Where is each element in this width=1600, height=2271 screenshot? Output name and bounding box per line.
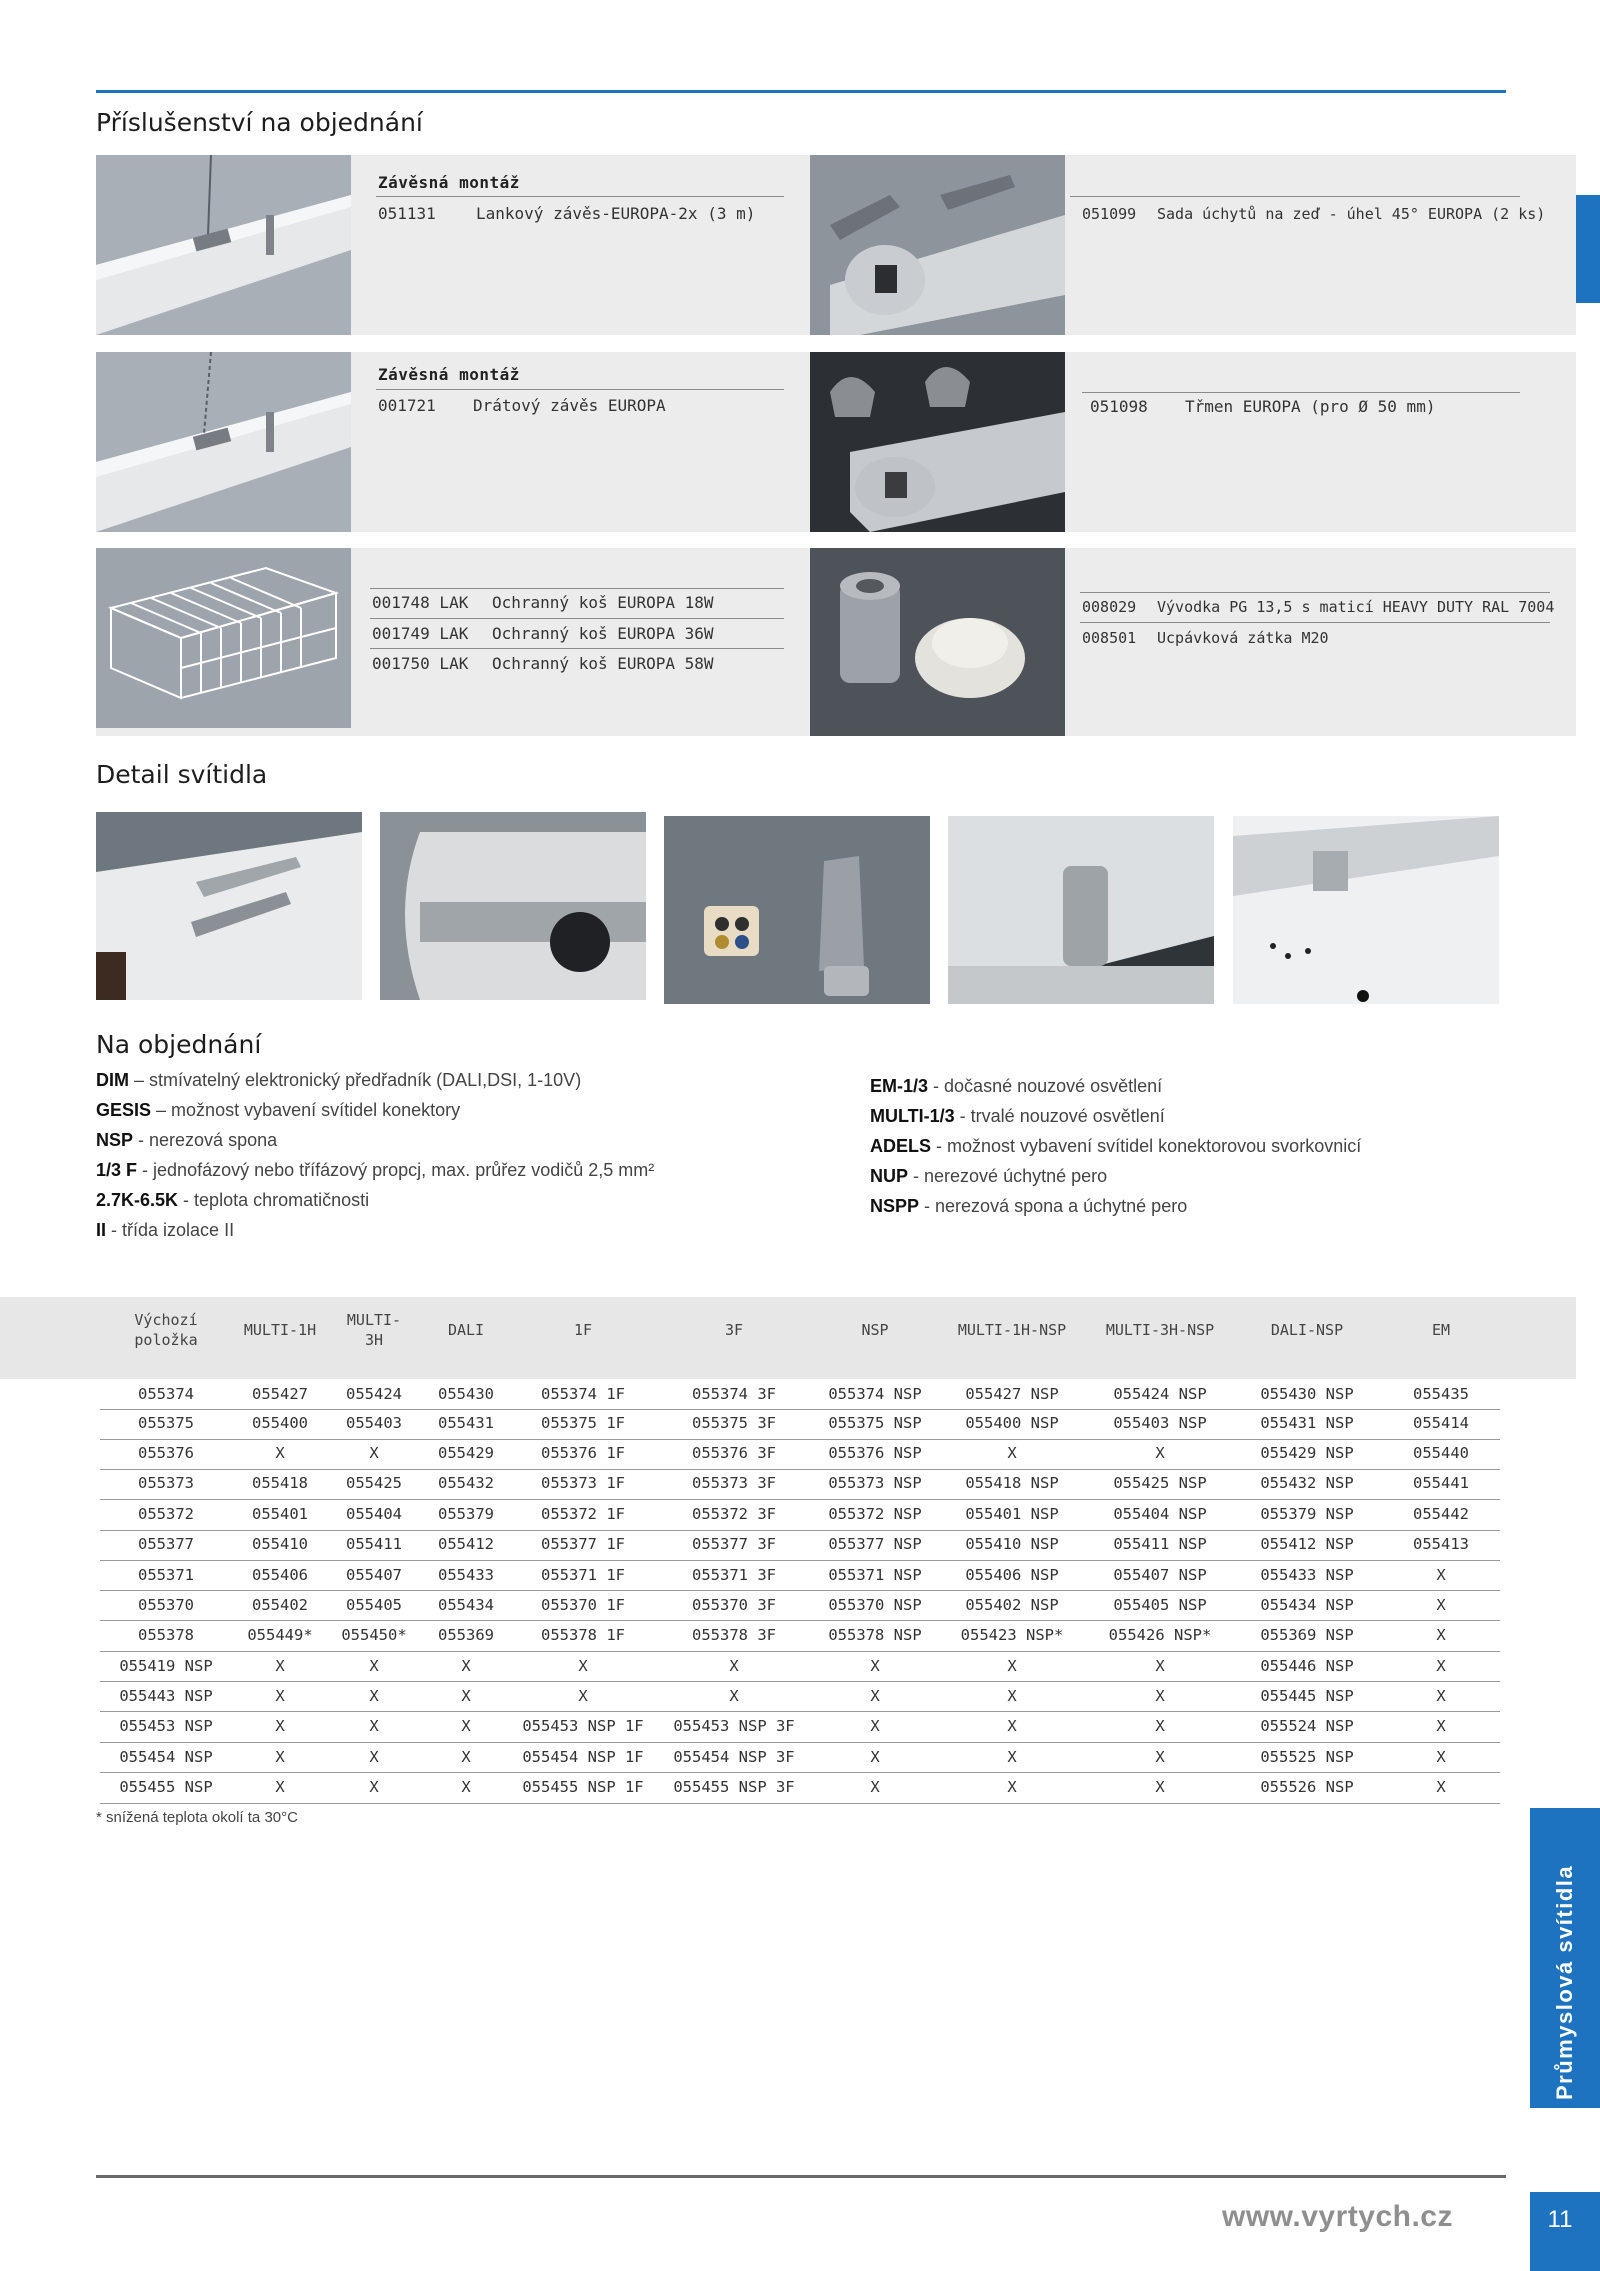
table-cell: 055440 [1413, 1444, 1469, 1462]
legend-term: 1/3 F [96, 1160, 138, 1180]
table-header-line: 3F [724, 1321, 744, 1339]
table-cell: 055455 NSP 1F [522, 1778, 644, 1796]
detail-photo-clip [96, 812, 362, 1000]
legend-sep: - [106, 1220, 123, 1240]
table-cell: 055441 [1413, 1474, 1469, 1492]
table-cell: 055434 [438, 1596, 494, 1614]
table-cell: 055405 NSP [1113, 1596, 1207, 1614]
accessory-a5-rule [370, 588, 784, 589]
table-header-cell [659, 1320, 809, 1340]
table-cell: 055432 [438, 1474, 494, 1492]
legend-sep: – [151, 1100, 172, 1120]
table-row-rule [100, 1681, 1500, 1682]
table-cell: 055373 NSP [828, 1474, 922, 1492]
accessory-code: 001749 LAK [372, 624, 469, 643]
accessory-a4-rule [1082, 392, 1520, 393]
table-cell: 055369 [438, 1626, 494, 1644]
table-cell: 055424 [346, 1385, 402, 1403]
top-rule [96, 90, 1506, 93]
table-cell: 055371 NSP [828, 1566, 922, 1584]
table-cell: 055400 NSP [965, 1414, 1059, 1432]
accessory-a5-line-3 [372, 654, 714, 673]
table-cell: 055370 1F [541, 1596, 625, 1614]
table-header-cell [1366, 1320, 1516, 1340]
table-cell: X [1007, 1444, 1017, 1462]
table-cell: 055370 3F [692, 1596, 776, 1614]
table-cell: X [1007, 1778, 1017, 1796]
table-cell: 055369 NSP [1260, 1626, 1354, 1644]
table-cell: 055434 NSP [1260, 1596, 1354, 1614]
table-header-line: 1F [573, 1321, 593, 1339]
legend-term: II [96, 1220, 107, 1240]
cable-suspension-photo [96, 155, 351, 335]
legend-item [870, 1131, 1510, 1161]
table-row-base-item: 055419 NSP [119, 1657, 213, 1675]
table-row-rule [100, 1439, 1500, 1440]
table-row-rule [100, 1711, 1500, 1712]
table-cell: X [275, 1778, 285, 1796]
table-row-base-item: 055370 [138, 1596, 194, 1614]
side-label: Průmyslová svítidla [1552, 1864, 1577, 2100]
accessory-a5-line-1 [372, 593, 714, 612]
table-cell: 055372 3F [692, 1505, 776, 1523]
table-cell: X [870, 1687, 880, 1705]
table-row-base-item: 055372 [138, 1505, 194, 1523]
table-cell: 055376 1F [541, 1444, 625, 1462]
legend-right [870, 1071, 1510, 1221]
accessory-a6-line-1 [1082, 598, 1554, 616]
website-link[interactable]: www.vyrtych.cz [1222, 2200, 1453, 2233]
table-cell: 055402 NSP [965, 1596, 1059, 1614]
table-cell: 055445 NSP [1260, 1687, 1354, 1705]
table-cell: 055425 NSP [1113, 1474, 1207, 1492]
table-cell: 055373 1F [541, 1474, 625, 1492]
table-cell: X [729, 1687, 739, 1705]
table-cell: 055525 NSP [1260, 1748, 1354, 1766]
table-row-rule [100, 1499, 1500, 1500]
table-cell: X [1436, 1748, 1446, 1766]
table-cell: X [369, 1717, 379, 1735]
table-cell: X [1436, 1626, 1446, 1644]
protective-basket-photo [96, 548, 351, 728]
table-cell: X [1436, 1717, 1446, 1735]
legend-term: 2.7K-6.5K [96, 1190, 179, 1210]
legend-sep: - [178, 1190, 195, 1210]
table-cell: 055378 NSP [828, 1626, 922, 1644]
table-row-rule [100, 1742, 1500, 1743]
legend-term: ADELS [870, 1136, 932, 1156]
legend-left [96, 1065, 856, 1245]
table-cell: 055371 3F [692, 1566, 776, 1584]
accessory-code: 008501 [1082, 629, 1137, 647]
table-cell: X [1155, 1657, 1165, 1675]
table-cell: 055406 [252, 1566, 308, 1584]
table-cell: 055430 NSP [1260, 1385, 1354, 1403]
cable-gland-photo [810, 548, 1065, 736]
accessory-desc: Ochranný koš EUROPA 58W [492, 654, 714, 673]
table-cell: 055429 NSP [1260, 1444, 1354, 1462]
table-cell: X [275, 1657, 285, 1675]
table-row-rule [100, 1590, 1500, 1591]
table-cell: 055426 NSP* [1108, 1626, 1212, 1644]
table-row-base-item: 055453 NSP [119, 1717, 213, 1735]
table-cell: X [578, 1687, 588, 1705]
table-row-base-item: 055443 NSP [119, 1687, 213, 1705]
accessory-a6-rule [1080, 622, 1550, 623]
legend-sep: - [919, 1196, 936, 1216]
table-header-cell [1232, 1320, 1382, 1340]
legend-text: nerezová spona [149, 1130, 278, 1150]
table-cell: 055413 [1413, 1535, 1469, 1553]
accessory-a2-line [1082, 205, 1545, 223]
table-footnote: * snížená teplota okolí ta 30°C [96, 1809, 298, 1826]
detail-photo-interior [1233, 816, 1499, 1004]
table-row-rule [100, 1651, 1500, 1652]
table-cell: 055372 1F [541, 1505, 625, 1523]
table-row-base-item: 055371 [138, 1566, 194, 1584]
table-cell: 055379 [438, 1505, 494, 1523]
legend-term: NUP [870, 1166, 909, 1186]
table-cell: 055378 3F [692, 1626, 776, 1644]
legend-item [870, 1101, 1510, 1131]
table-cell: 055412 NSP [1260, 1535, 1354, 1553]
table-cell: 055403 NSP [1113, 1414, 1207, 1432]
accessory-desc: Ochranný koš EUROPA 36W [492, 624, 714, 643]
table-header-line: DALI-NSP [1270, 1321, 1344, 1339]
table-cell: 055375 3F [692, 1414, 776, 1432]
table-cell: 055376 NSP [828, 1444, 922, 1462]
legend-text: možnost vybavení svítidel konektorovou svorkovnicí [947, 1136, 1362, 1156]
table-cell: 055410 NSP [965, 1535, 1059, 1553]
accessory-desc: Ucpávková zátka M20 [1157, 629, 1329, 647]
table-cell: 055427 NSP [965, 1385, 1059, 1403]
table-header-line: MULTI-3H-NSP [1105, 1321, 1215, 1339]
table-row-base-item: 055454 NSP [119, 1748, 213, 1766]
table-cell: 055412 [438, 1535, 494, 1553]
table-cell: X [1436, 1657, 1446, 1675]
accessory-code: 001748 LAK [372, 593, 469, 612]
table-cell: 055379 NSP [1260, 1505, 1354, 1523]
table-cell: 055446 NSP [1260, 1657, 1354, 1675]
table-cell: 055406 NSP [965, 1566, 1059, 1584]
table-cell: 055432 NSP [1260, 1474, 1354, 1492]
table-cell: 055410 [252, 1535, 308, 1553]
table-cell: X [1155, 1444, 1165, 1462]
table-cell: 055429 [438, 1444, 494, 1462]
table-cell: 055524 NSP [1260, 1717, 1354, 1735]
table-cell: 055433 [438, 1566, 494, 1584]
table-cell: X [578, 1657, 588, 1675]
accessory-a2-rule [1070, 196, 1520, 197]
table-row-base-item: 055376 [138, 1444, 194, 1462]
accessory-desc: Třmen EUROPA (pro Ø 50 mm) [1185, 397, 1436, 416]
table-cell: 055418 NSP [965, 1474, 1059, 1492]
table-cell: 055370 NSP [828, 1596, 922, 1614]
legend-term: DIM [96, 1070, 129, 1090]
table-cell: X [1436, 1596, 1446, 1614]
legend-sep: - [133, 1130, 150, 1150]
table-cell: 055374 NSP [828, 1385, 922, 1403]
table-cell: 055372 NSP [828, 1505, 922, 1523]
table-row-base-item: 055375 [138, 1414, 194, 1432]
accessory-code: 008029 [1082, 598, 1137, 616]
table-cell: X [369, 1748, 379, 1766]
accessories-heading: Příslušenství na objednání [96, 108, 423, 137]
table-row-rule [100, 1530, 1500, 1531]
table-cell: X [870, 1717, 880, 1735]
accessory-desc: Ochranný koš EUROPA 18W [492, 593, 714, 612]
table-header-cell [508, 1320, 658, 1340]
table-row-rule [100, 1469, 1500, 1470]
accessory-desc: Vývodka PG 13,5 s maticí HEAVY DUTY RAL 7004 [1157, 598, 1555, 616]
accessory-desc: Drátový závěs EUROPA [473, 396, 666, 415]
legend-text: třída izolace II [122, 1220, 235, 1240]
table-cell: 055423 NSP* [960, 1626, 1064, 1644]
table-cell: 055418 [252, 1474, 308, 1492]
table-cell: 055453 NSP 3F [673, 1717, 795, 1735]
table-cell: 055377 3F [692, 1535, 776, 1553]
table-cell: 055430 [438, 1385, 494, 1403]
table-cell: 055526 NSP [1260, 1778, 1354, 1796]
table-cell: 055404 NSP [1113, 1505, 1207, 1523]
table-cell: X [1155, 1748, 1165, 1766]
table-cell: X [275, 1717, 285, 1735]
table-cell: X [1007, 1748, 1017, 1766]
legend-text: jednofázový nebo třífázový propcj, max. průřez vodičů 2,5 mm² [153, 1160, 655, 1180]
table-row-rule [100, 1620, 1500, 1621]
table-cell: X [729, 1657, 739, 1675]
table-cell: 055378 1F [541, 1626, 625, 1644]
table-cell: 055401 NSP [965, 1505, 1059, 1523]
accessory-a3-rule [376, 389, 784, 390]
table-header-cell [1085, 1320, 1235, 1340]
table-cell: 055373 3F [692, 1474, 776, 1492]
legend-item [96, 1065, 856, 1095]
table-cell: 055454 NSP 3F [673, 1748, 795, 1766]
table-cell: X [369, 1687, 379, 1705]
accessory-a1-title: Závěsná montáž [378, 173, 520, 192]
table-cell: 055431 [438, 1414, 494, 1432]
legend-item [870, 1071, 1510, 1101]
table-cell: 055402 [252, 1596, 308, 1614]
table-cell: 055425 [346, 1474, 402, 1492]
legend-item [96, 1125, 856, 1155]
table-cell: 055376 3F [692, 1444, 776, 1462]
legend-text: trvalé nouzové osvětlení [970, 1106, 1165, 1126]
table-cell: 055433 NSP [1260, 1566, 1354, 1584]
table-cell: 055377 NSP [828, 1535, 922, 1553]
table-cell: 055453 NSP 1F [522, 1717, 644, 1735]
accessory-code: 051099 [1082, 205, 1137, 223]
table-cell: 055374 3F [692, 1385, 776, 1403]
detail-photo-connector [380, 812, 646, 1000]
table-row-rule [100, 1560, 1500, 1561]
table-cell: X [1007, 1687, 1017, 1705]
table-cell: X [1155, 1717, 1165, 1735]
table-cell: 055414 [1413, 1414, 1469, 1432]
table-header-line: MULTI- [346, 1311, 402, 1329]
table-cell: X [1436, 1778, 1446, 1796]
legend-text: nerezová spona a úchytné pero [935, 1196, 1188, 1216]
legend-item [96, 1185, 856, 1215]
accessory-code: 051131 [378, 204, 436, 223]
table-cell: X [275, 1748, 285, 1766]
table-cell: 055403 [346, 1414, 402, 1432]
detail-photo-plug [664, 816, 930, 1004]
legend-text: teplota chromatičnosti [194, 1190, 370, 1210]
accessory-a1-line [378, 204, 755, 223]
legend-item [96, 1155, 856, 1185]
accessory-a1-rule [376, 196, 784, 197]
table-cell: 055375 1F [541, 1414, 625, 1432]
table-cell: 055375 NSP [828, 1414, 922, 1432]
table-row-base-item: 055377 [138, 1535, 194, 1553]
legend-term: NSPP [870, 1196, 920, 1216]
table-cell: X [461, 1748, 471, 1766]
legend-sep: - [908, 1166, 925, 1186]
table-cell: X [461, 1687, 471, 1705]
table-header-line: EM [1431, 1321, 1451, 1339]
accessory-a5-line-2 [372, 624, 714, 643]
detail-photo-latch [948, 816, 1214, 1004]
accessory-code: 051098 [1090, 397, 1148, 416]
table-cell: 055411 [346, 1535, 402, 1553]
accessory-a6-rule [1080, 592, 1550, 593]
legend-sep: - [928, 1076, 945, 1096]
legend-text: možnost vybavení svítidel konektory [171, 1100, 461, 1120]
table-cell: X [1007, 1657, 1017, 1675]
order-heading: Na objednání [96, 1030, 262, 1059]
table-cell: 055442 [1413, 1505, 1469, 1523]
table-cell: 055431 NSP [1260, 1414, 1354, 1432]
legend-text: dočasné nouzové osvětlení [944, 1076, 1163, 1096]
table-cell: 055377 1F [541, 1535, 625, 1553]
accessory-code: 001750 LAK [372, 654, 469, 673]
table-header-line: Výchozí [134, 1311, 198, 1329]
legend-term: GESIS [96, 1100, 152, 1120]
table-cell: X [870, 1657, 880, 1675]
table-header-line: MULTI-1H-NSP [957, 1321, 1067, 1339]
table-cell: X [1436, 1687, 1446, 1705]
table-cell: X [1007, 1717, 1017, 1735]
page-number: 11 [1547, 2206, 1573, 2233]
accessory-a5-rule [370, 618, 784, 619]
table-cell: 055427 [252, 1385, 308, 1403]
legend-sep: – [129, 1070, 150, 1090]
legend-term: EM-1/3 [870, 1076, 929, 1096]
accessory-a4-line [1090, 397, 1435, 416]
table-row-rule [100, 1772, 1500, 1773]
table-cell: X [870, 1748, 880, 1766]
detail-heading: Detail svítidla [96, 760, 268, 789]
legend-text: nerezové úchytné pero [924, 1166, 1108, 1186]
table-cell: X [461, 1778, 471, 1796]
legend-sep: - [931, 1136, 948, 1156]
legend-sep: - [954, 1106, 971, 1126]
table-row-base-item: 055378 [138, 1626, 194, 1644]
table-header-line: 3H [364, 1331, 384, 1349]
accessory-desc: Sada úchytů na zeď - úhel 45° EUROPA (2 ks) [1157, 205, 1546, 223]
table-header-cell [800, 1320, 950, 1340]
legend-item [870, 1191, 1510, 1221]
table-cell: X [1436, 1566, 1446, 1584]
table-cell: 055407 [346, 1566, 402, 1584]
table-cell: X [275, 1444, 285, 1462]
legend-item [96, 1215, 856, 1245]
table-cell: 055424 NSP [1113, 1385, 1207, 1403]
table-cell: 055371 1F [541, 1566, 625, 1584]
legend-text: stmívatelný elektronický předřadník (DALI,DSI, 1-10V) [149, 1070, 582, 1090]
accessory-a5-rule [370, 648, 784, 649]
legend-sep: - [137, 1160, 154, 1180]
table-row-rule [100, 1409, 1500, 1410]
accessory-desc: Lankový závěs-EUROPA-2x (3 m) [476, 204, 756, 223]
table-cell: 055450* [341, 1626, 407, 1644]
table-cell: 055411 NSP [1113, 1535, 1207, 1553]
table-cell: 055435 [1413, 1385, 1469, 1403]
table-cell: 055407 NSP [1113, 1566, 1207, 1584]
table-cell: X [461, 1657, 471, 1675]
table-cell: 055404 [346, 1505, 402, 1523]
table-header-line: MULTI-1H [243, 1321, 317, 1339]
table-row-base-item: 055455 NSP [119, 1778, 213, 1796]
table-cell: X [1155, 1687, 1165, 1705]
table-cell: X [369, 1657, 379, 1675]
table-row-base-item: 055373 [138, 1474, 194, 1492]
wall-bracket-photo [810, 155, 1065, 335]
table-cell: X [1155, 1778, 1165, 1796]
table-cell: 055454 NSP 1F [522, 1748, 644, 1766]
accessory-a3-line [378, 396, 666, 415]
table-header-line: DALI [447, 1321, 485, 1339]
legend-item [870, 1161, 1510, 1191]
legend-item [96, 1095, 856, 1125]
wire-suspension-photo [96, 352, 351, 532]
table-cell: 055401 [252, 1505, 308, 1523]
clamp-photo [810, 352, 1065, 532]
table-cell: X [870, 1778, 880, 1796]
table-cell: 055455 NSP 3F [673, 1778, 795, 1796]
accessory-code: 001721 [378, 396, 436, 415]
table-cell: 055449* [247, 1626, 313, 1644]
accessory-a6-line-2 [1082, 629, 1329, 647]
table-cell: 055400 [252, 1414, 308, 1432]
table-header-cell [937, 1320, 1087, 1340]
table-row-base-item: 055374 [138, 1385, 194, 1403]
legend-term: NSP [96, 1130, 134, 1150]
legend-term: MULTI-1/3 [870, 1106, 955, 1126]
accessory-a3-title: Závěsná montáž [378, 365, 520, 384]
table-cell: X [369, 1778, 379, 1796]
bottom-rule [96, 2175, 1506, 2178]
table-header-line: NSP [861, 1321, 889, 1339]
table-header-line: položka [134, 1331, 198, 1349]
table-cell: X [369, 1444, 379, 1462]
table-cell: 055405 [346, 1596, 402, 1614]
table-cell: X [275, 1687, 285, 1705]
table-cell: X [461, 1717, 471, 1735]
table-row-rule [100, 1803, 1500, 1804]
table-cell: 055374 1F [541, 1385, 625, 1403]
